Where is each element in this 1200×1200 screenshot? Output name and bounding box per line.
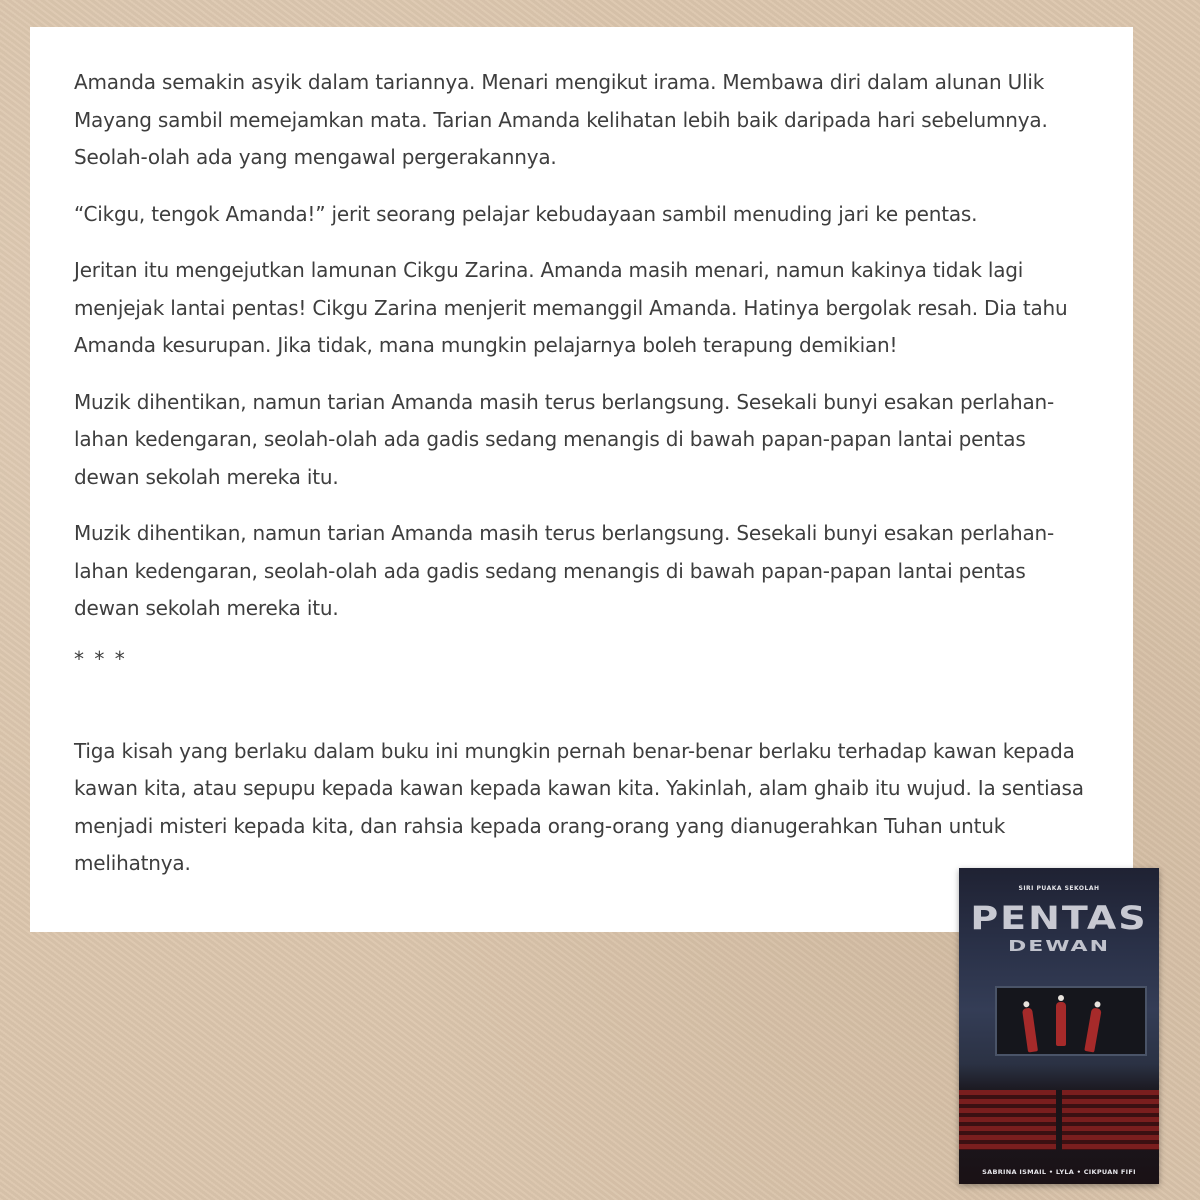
book-cover xyxy=(959,868,1159,1184)
paragraph-2: “Cikgu, tengok Amanda!” jerit seorang pelajar kebudayaan sambil menuding jari ke pentas. xyxy=(74,201,978,226)
dancer-illustration xyxy=(1056,1002,1066,1046)
aisle-illustration xyxy=(1056,1090,1062,1150)
closing-paragraph: Tiga kisah yang berlaku dalam buku ini mungkin pernah benar-benar berlaku terhadap kawan kepada kawan kita, atau sepupu kepada kawan kepada kawan kita. Yakinlah, alam ghaib itu wujud. Ia sentiasa menjadi misteri kepada kita, dan rahsia kepada orang-orang yang dianugerahkan Tuhan untuk melihatnya. xyxy=(74,738,1084,875)
text-card xyxy=(30,27,1133,932)
paragraph-5: Muzik dihentikan, namun tarian Amanda masih terus berlangsung. Sesekali bunyi esakan perlahan-lahan kedengaran, seolah-olah ada gadis sedang menangis di bawah papan-papan lantai pentas dewan sekolah mereka itu. xyxy=(74,521,1054,620)
stage-window-illustration xyxy=(995,986,1147,1056)
cover-title-line1: PENTAS xyxy=(970,899,1148,937)
paragraph-1: Amanda semakin asyik dalam tariannya. Menari mengikut irama. Membawa diri dalam alunan Ulik Mayang sambil memejamkan mata. Tarian Amanda kelihatan lebih baik daripada hari sebelumnya. Seolah-olah ada yang mengawal pergerakannya. xyxy=(74,70,1048,169)
cover-series-label: SIRI PUAKA SEKOLAH xyxy=(1018,885,1100,892)
cover-title-line2: DEWAN xyxy=(1007,937,1110,956)
section-separator: * * * xyxy=(74,646,127,671)
cover-authors: SABRINA ISMAIL • LYLA • CIKPUAN FIFI xyxy=(982,1168,1136,1176)
paragraph-3: Jeritan itu mengejutkan lamunan Cikgu Zarina. Amanda masih menari, namun kakinya tidak lagi menjejak lantai pentas! Cikgu Zarina menjerit memanggil Amanda. Hatinya bergolak resah. Dia tahu Amanda kesurupan. Jika tidak, mana mungkin pelajarnya boleh terapung demikian! xyxy=(74,258,1068,357)
paragraph-4: Muzik dihentikan, namun tarian Amanda masih terus berlangsung. Sesekali bunyi esakan perlahan-lahan kedengaran, seolah-olah ada gadis sedang menangis di bawah papan-papan lantai pentas dewan sekolah mereka itu. xyxy=(74,389,1054,489)
